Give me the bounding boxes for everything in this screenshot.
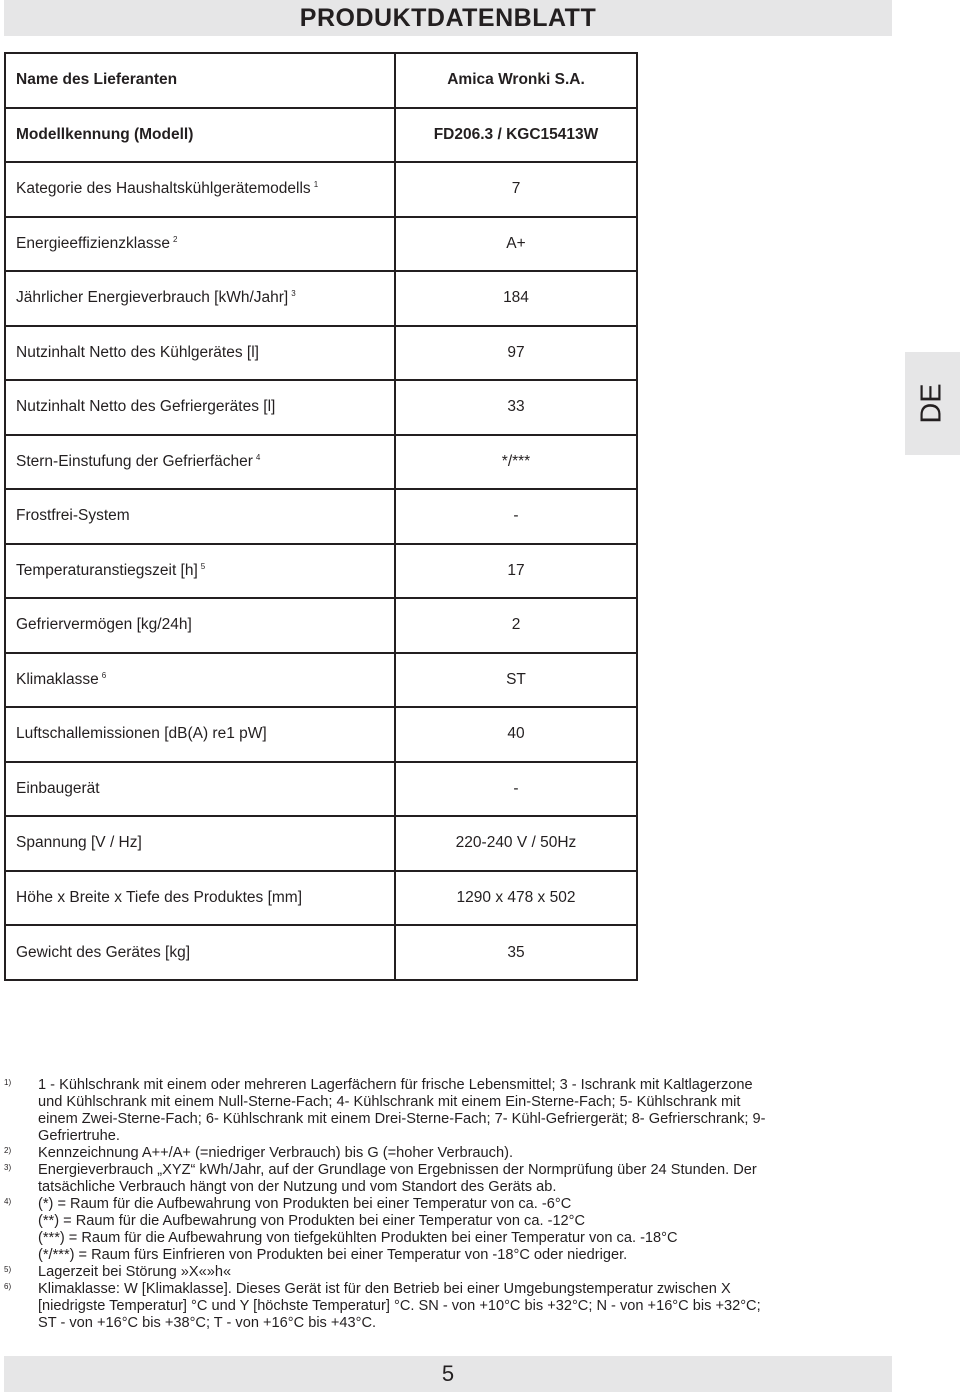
row-label-cell — [5, 598, 395, 653]
row-value: 7 — [395, 162, 637, 217]
footnote-ref: 6 — [101, 670, 107, 680]
row-value: 35 — [395, 925, 637, 980]
row-value: 220-240 V / 50Hz — [395, 816, 637, 871]
row-label: Höhe x Breite x Tiefe des Produktes [mm] — [16, 888, 303, 906]
row-label-cell — [5, 762, 395, 817]
row-label-cell — [5, 489, 395, 544]
footnote-line: einem Zwei-Sterne-Fach; 6- Kühlschrank mit einem Drei-Sterne-Fach; 7- Kühl-Gefriergerät; 8- Gefrierschrank; 9- — [38, 1111, 766, 1127]
footnote-ref: 4 — [255, 452, 261, 462]
row-label-cell — [5, 653, 395, 708]
row-label-cell — [5, 816, 395, 871]
table-row — [5, 162, 637, 217]
row-label: Modellkennung (Modell) — [16, 125, 194, 143]
row-label: Jährlicher Energieverbrauch [kWh/Jahr] — [16, 289, 289, 307]
row-value: 40 — [395, 707, 637, 762]
footnote-text — [38, 1264, 231, 1281]
row-label: Spannung [V / Hz] — [16, 834, 142, 852]
footnote-number: 2) — [4, 1146, 12, 1155]
row-label-cell — [5, 707, 395, 762]
row-label-cell — [5, 435, 395, 490]
footnote-line: und Kühlschrank mit einem Null-Sterne-Fach; 4- Kühlschrank mit einem Ein-Sterne-Fach; 5- Kühlschrank mit — [38, 1094, 741, 1110]
table-row — [5, 871, 637, 926]
table-row — [5, 326, 637, 381]
row-label-cell — [5, 326, 395, 381]
row-value: 184 — [395, 271, 637, 326]
footnote — [4, 1162, 888, 1196]
table-row — [5, 816, 637, 871]
footnote — [4, 1264, 888, 1281]
footnote-ref: 5 — [200, 561, 206, 571]
row-value: A+ — [395, 217, 637, 272]
row-label: Nutzinhalt Netto des Gefriergerätes [l] — [16, 398, 276, 416]
table-row — [5, 53, 637, 108]
row-label: Stern-Einstufung der Gefrierfächer — [16, 452, 253, 470]
footnote-line: 1 - Kühlschrank mit einem oder mehreren Lagerfächern für frische Lebensmittel; 3 - Ischrank mit Kaltlagerzone — [38, 1077, 753, 1093]
footnote-number: 3) — [4, 1163, 12, 1172]
row-value: 33 — [395, 380, 637, 435]
page-title: PRODUKTDATENBLATT — [4, 0, 892, 36]
row-value: FD206.3 / KGC15413W — [395, 108, 637, 163]
footnote-text — [38, 1281, 761, 1332]
language-tab — [905, 352, 960, 455]
row-label: Energieeffizienzklasse — [16, 234, 170, 252]
footnote-line: Klimaklasse: W [Klimaklasse]. Dieses Gerät ist für den Betrieb bei einer Umgebungstemperatur zwischen X — [38, 1281, 731, 1297]
row-value: ST — [395, 653, 637, 708]
row-label: Nutzinhalt Netto des Kühlgerätes [l] — [16, 343, 259, 361]
row-label-cell — [5, 108, 395, 163]
footnote-line: (**) = Raum für die Aufbewahrung von Produkten bei einer Temperatur von ca. -12°C — [38, 1213, 586, 1229]
row-value: 2 — [395, 598, 637, 653]
table-row — [5, 435, 637, 490]
footnote — [4, 1281, 888, 1332]
footnote-line: Lagerzeit bei Störung »X«»h« — [38, 1264, 232, 1280]
table-row — [5, 653, 637, 708]
row-label: Temperaturanstiegszeit [h] — [16, 561, 198, 579]
footnote — [4, 1077, 888, 1145]
footnote-number: 1) — [4, 1078, 12, 1087]
row-label: Gefriervermögen [kg/24h] — [16, 616, 192, 634]
row-label-cell — [5, 162, 395, 217]
footnotes — [4, 1077, 888, 1332]
row-label-cell — [5, 380, 395, 435]
footnote-line: Gefriertruhe. — [38, 1128, 120, 1144]
table-row — [5, 762, 637, 817]
footnote — [4, 1145, 888, 1162]
row-label-cell — [5, 925, 395, 980]
row-value: - — [395, 762, 637, 817]
footnote-line: (*/***) = Raum fürs Einfrieren von Produkten bei einer Temperatur von -18°C oder niedriger. — [38, 1247, 628, 1263]
page-number: 5 — [441, 1361, 455, 1386]
row-label-cell — [5, 53, 395, 108]
footnote-ref: 1 — [313, 180, 319, 190]
footnote-line: tatsächliche Verbrauch hängt von der Nutzung und vom Standort des Geräts ab. — [38, 1179, 557, 1195]
table-row — [5, 707, 637, 762]
row-label-cell — [5, 544, 395, 599]
row-label: Name des Lieferanten — [16, 71, 178, 89]
footnote-line: (*) = Raum für die Aufbewahrung von Produkten bei einer Temperatur von ca. -6°C — [38, 1196, 572, 1212]
table-row — [5, 108, 637, 163]
footnote-line: ST - von +16°C bis +38°C; T - von +16°C bis +43°C. — [38, 1315, 377, 1331]
footnote-line: Energieverbrauch „XYZ“ kWh/Jahr, auf der Grundlage von Ergebnissen der Normprüfung über 24 Stunden. Der — [38, 1162, 757, 1178]
row-value: Amica Wronki S.A. — [395, 53, 637, 108]
row-value: */*** — [395, 435, 637, 490]
table-row — [5, 380, 637, 435]
row-value: - — [395, 489, 637, 544]
row-value: 17 — [395, 544, 637, 599]
row-value: 97 — [395, 326, 637, 381]
footnote-text — [38, 1077, 766, 1145]
row-label: Luftschallemissionen [dB(A) re1 pW] — [16, 725, 267, 743]
footnote — [4, 1196, 888, 1264]
footnote-ref: 3 — [291, 289, 296, 299]
footnote-ref: 2 — [172, 234, 178, 244]
row-value: 1290 x 478 x 502 — [395, 871, 637, 926]
row-label-cell — [5, 271, 395, 326]
footnote-number: 5) — [4, 1265, 12, 1274]
footnote-text — [38, 1145, 513, 1162]
row-label: Einbaugerät — [16, 779, 100, 797]
table-row — [5, 489, 637, 544]
table-row — [5, 925, 637, 980]
row-label-cell — [5, 217, 395, 272]
table-row — [5, 271, 637, 326]
table-body — [5, 53, 637, 980]
row-label: Klimaklasse — [16, 671, 99, 688]
page-footer — [4, 1356, 892, 1392]
footnote-number: 6) — [4, 1282, 12, 1291]
product-data-table — [4, 52, 638, 981]
table-row — [5, 598, 637, 653]
footnote-text — [38, 1162, 757, 1196]
footnote-line: [niedrigste Temperatur] °C und Y [höchste Temperatur] °C. SN - von +10°C bis +32°C; N - von +16°C bis +32°C; — [38, 1298, 761, 1314]
footnote-text — [38, 1196, 678, 1264]
table-row — [5, 544, 637, 599]
row-label-cell — [5, 871, 395, 926]
footnote-number: 4) — [4, 1197, 12, 1206]
language-tab-label: DE — [915, 383, 948, 424]
row-label: Kategorie des Haushaltskühlgerätemodells — [16, 180, 311, 198]
table-row — [5, 217, 637, 272]
footnote-line: Kennzeichnung A++/A+ (=niedriger Verbrauch) bis G (=hoher Verbrauch). — [38, 1145, 513, 1161]
row-label: Frostfrei-System — [16, 507, 130, 525]
footnote-line: (***) = Raum für die Aufbewahrung von tiefgekühlten Produkten bei einer Temperatur von ca. -18°C — [38, 1230, 678, 1246]
row-label: Gewicht des Gerätes [kg] — [16, 943, 191, 961]
